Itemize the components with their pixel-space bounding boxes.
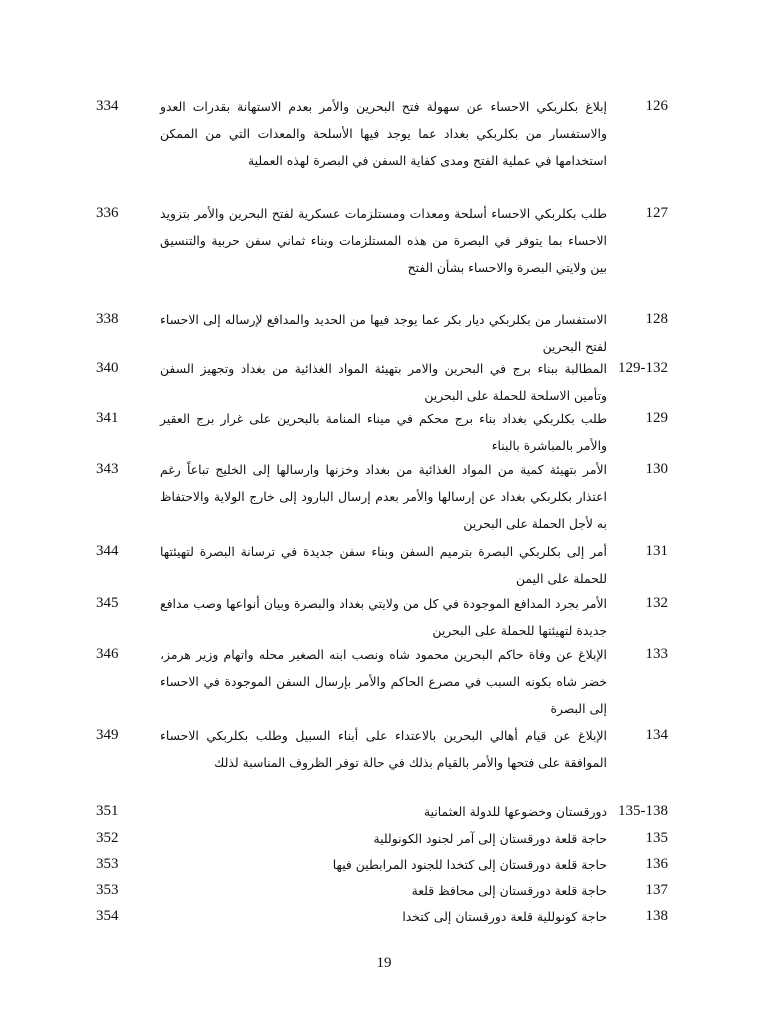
entry-page: 353: [96, 882, 119, 898]
entry-description: حاجة قلعة دورقستان إلى كتخدا للجنود المرابطين فيها: [332, 857, 607, 872]
entry-description: المطالبة ببناء برج في البحرين والامر بتهيئة المواد الغذائية من بغداد وتجهيز السفن وتأمين الاسلحة للحملة على البحرين: [160, 361, 607, 403]
entry-description: الأمر بتهيئة كمية من المواد الغذائية من بغداد وخزنها وارسالها إلى الخليج تباعاً رغم اعتذار بكلربكي بغداد عن إرسالها والأمر بعدم إرسال البارود إلى خارج الولاية والاحتفاظ به لأجل الحملة على البحرين: [160, 462, 607, 531]
entry-description: حاجة قلعة دورقستان إلى آمر لجنود الكونوللية: [373, 831, 607, 846]
entry-page: 344: [96, 543, 119, 559]
entry-page: 354: [96, 908, 119, 924]
entry-description: الإبلاغ عن وفاة حاكم البحرين محمود شاه ونصب ابنه الصغير محله واتهام وزير هرمز، خضر شاه بكونه السبب في مصرع الحاكم والأمر بإرسال السفن الموجودة في الاحساء إلى البصرة: [160, 647, 607, 716]
entry-page: 351: [96, 803, 119, 819]
entry-number: 128: [645, 311, 668, 327]
entry-number: 138: [645, 908, 668, 924]
entry-page: 346: [96, 646, 119, 662]
entry-number: 129: [645, 410, 668, 426]
entry-page: 340: [96, 360, 119, 376]
entry-description: طلب بكلربكي بغداد بناء برج محكم في ميناء المنامة بالبحرين على غرار برج العقير والأمر بالمباشرة بالبناء: [160, 411, 607, 453]
entry-page: 352: [96, 830, 119, 846]
page-number: 19: [376, 955, 392, 971]
entry-description: حاجة كونوللية قلعة دورقستان إلى كتخدا: [402, 909, 607, 924]
entry-description: الاستفسار من بكلربكي ديار بكر عما يوجد فيها من الحديد والمدافع لإرساله إلى الاحساء لفتح البحرين: [160, 312, 607, 354]
entry-description: طلب بكلربكي الاحساء أسلحة ومعدات ومستلزمات عسكرية لفتح البحرين والأمر بتزويد الاحساء بما يتوفر في البصرة من هذه المستلزمات وبناء ثماني سفن حربية والتنسيق بين ولايتي البصرة والاحساء بشأن الفتح: [160, 206, 607, 275]
entry-number: 136: [645, 856, 668, 872]
entry-number: 134: [645, 727, 668, 743]
entry-description: حاجة قلعة دورقستان إلى محافظ قلعة: [411, 883, 607, 898]
entry-description: أمر إلى بكلربكي البصرة بترميم السفن وبناء سفن جديدة في ترسانة البصرة لتهيئتها للحملة على اليمن: [160, 544, 607, 586]
entry-description: الإبلاغ عن قيام أهالي البحرين بالاعتداء على أبناء السبيل وطلب بكلربكي الاحساء الموافقة على فتحها والأمر بالقيام بذلك في حالة توفر الظروف المناسبة لذلك: [160, 728, 607, 770]
entry-number: 131: [645, 543, 668, 559]
entry-page: 338: [96, 311, 119, 327]
entry-description: دورقستان وخضوعها للدولة العثمانية: [423, 804, 607, 819]
entry-number: 129-132: [618, 360, 668, 376]
entry-page: 343: [96, 461, 119, 477]
entry-number: 130: [645, 461, 668, 477]
entry-description: إبلاغ بكلربكي الاحساء عن سهولة فتح البحرين والأمر بعدم الاستهانة بقدرات العدو والاستفسار من بكلربكي بغداد عما يوجد فيها الأسلحة والمعدات التي من الممكن استخدامها في عملية الفتح ومدى كفاية السفن في البصرة لهذه العملية: [160, 99, 607, 168]
entry-page: 334: [96, 98, 119, 114]
entry-number: 132: [645, 595, 668, 611]
entry-page: 336: [96, 205, 119, 221]
entry-number: 135-138: [618, 803, 668, 819]
entry-page: 345: [96, 595, 119, 611]
entry-number: 126: [645, 98, 668, 114]
entry-number: 133: [645, 646, 668, 662]
entry-description: الأمر بجرد المدافع الموجودة في كل من ولايتي بغداد والبصرة وبيان أنواعها وصب مدافع جديدة لتهيئتها للحملة على البحرين: [160, 596, 607, 638]
entry-page: 353: [96, 856, 119, 872]
entry-page: 341: [96, 410, 119, 426]
entry-number: 127: [645, 205, 668, 221]
entry-number: 135: [645, 830, 668, 846]
entry-page: 349: [96, 727, 119, 743]
entry-number: 137: [645, 882, 668, 898]
